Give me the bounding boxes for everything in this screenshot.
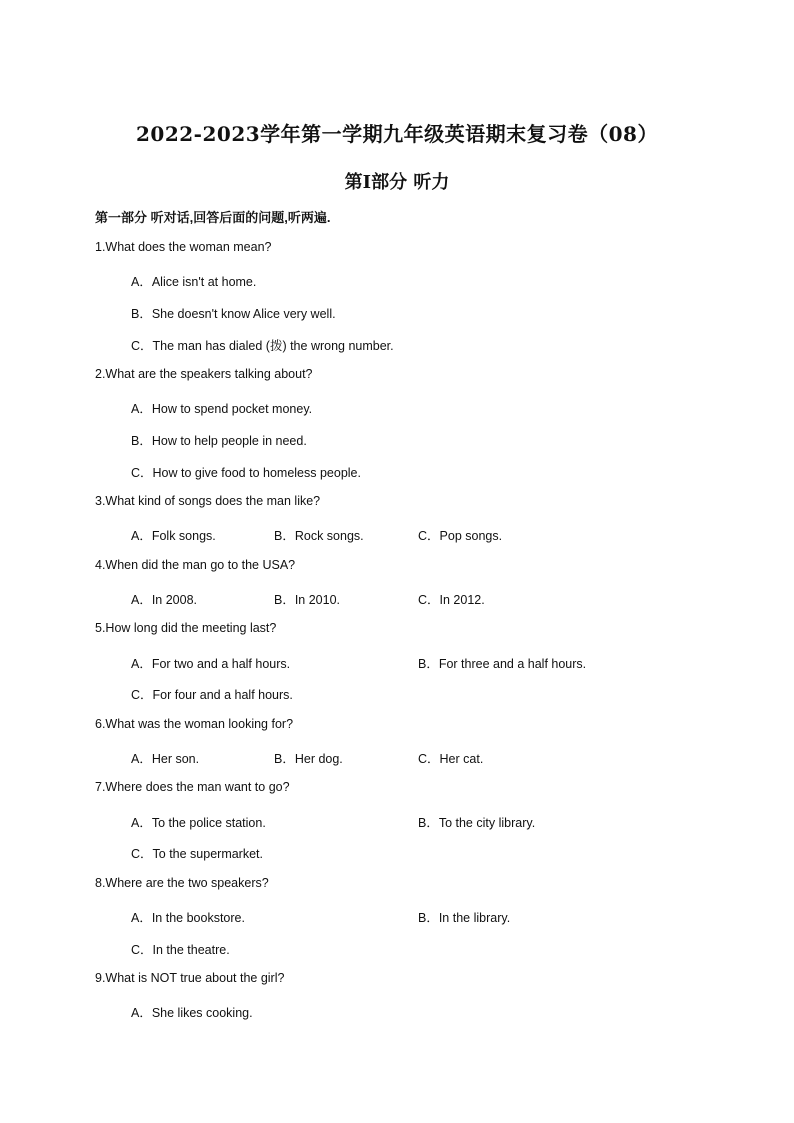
part-title: 第Ⅰ部分 听力 [344, 172, 450, 193]
q9-option-a: A．She likes cooking. [131, 1006, 253, 1020]
question-9: 9.What is NOT true about the girl? [95, 971, 285, 985]
q5-option-b: B．For three and a half hours. [418, 657, 587, 671]
question-1: 1.What does the woman mean? [95, 240, 272, 254]
q4-option-c: C．In 2012. [418, 593, 485, 607]
q3-option-c: C．Pop songs. [418, 529, 503, 543]
document-title: 2022-2023学年第一学期九年级英语期末复习卷（08） [136, 122, 658, 146]
question-3: 3.What kind of songs does the man like? [95, 494, 321, 508]
q8-option-a: A．In the bookstore. [131, 911, 245, 925]
q7-option-a: A．To the police station. [131, 816, 266, 830]
question-2: 2.What are the speakers talking about? [95, 367, 313, 381]
question-6: 6.What was the woman looking for? [95, 717, 294, 731]
q7-option-b: B．To the city library. [418, 816, 536, 830]
q3-option-b: B．Rock songs. [274, 529, 364, 543]
q4-option-a: A．In 2008. [131, 593, 198, 607]
q3-option-a: A．Folk songs. [131, 529, 216, 543]
q8-option-b: B．In the library. [418, 911, 511, 925]
question-5: 5.How long did the meeting last? [95, 621, 277, 635]
q5-option-a: A．For two and a half hours. [131, 657, 291, 671]
question-4: 4.When did the man go to the USA? [95, 558, 296, 572]
q1-option-a: A．Alice isn't at home. [131, 275, 257, 289]
q6-option-b: B．Her dog. [274, 752, 343, 766]
q1-option-c: C．The man has dialed (拨) the wrong number. [131, 339, 394, 353]
q2-option-c: C．How to give food to homeless people. [131, 466, 361, 480]
q8-option-c: C．In the theatre. [131, 943, 230, 957]
q6-option-a: A．Her son. [131, 752, 200, 766]
question-8: 8.Where are the two speakers? [95, 876, 269, 890]
q7-option-c: C．To the supermarket. [131, 847, 263, 861]
question-7: 7.Where does the man want to go? [95, 780, 290, 794]
q5-option-c: C．For four and a half hours. [131, 688, 293, 702]
q6-option-c: C．Her cat. [418, 752, 484, 766]
section-heading: 第一部分 听对话,回答后面的问题,听两遍. [95, 210, 331, 225]
q1-option-b: B．She doesn't know Alice very well. [131, 307, 336, 321]
q4-option-b: B．In 2010. [274, 593, 341, 607]
q2-option-b: B．How to help people in need. [131, 434, 307, 448]
q2-option-a: A．How to spend pocket money. [131, 402, 313, 416]
